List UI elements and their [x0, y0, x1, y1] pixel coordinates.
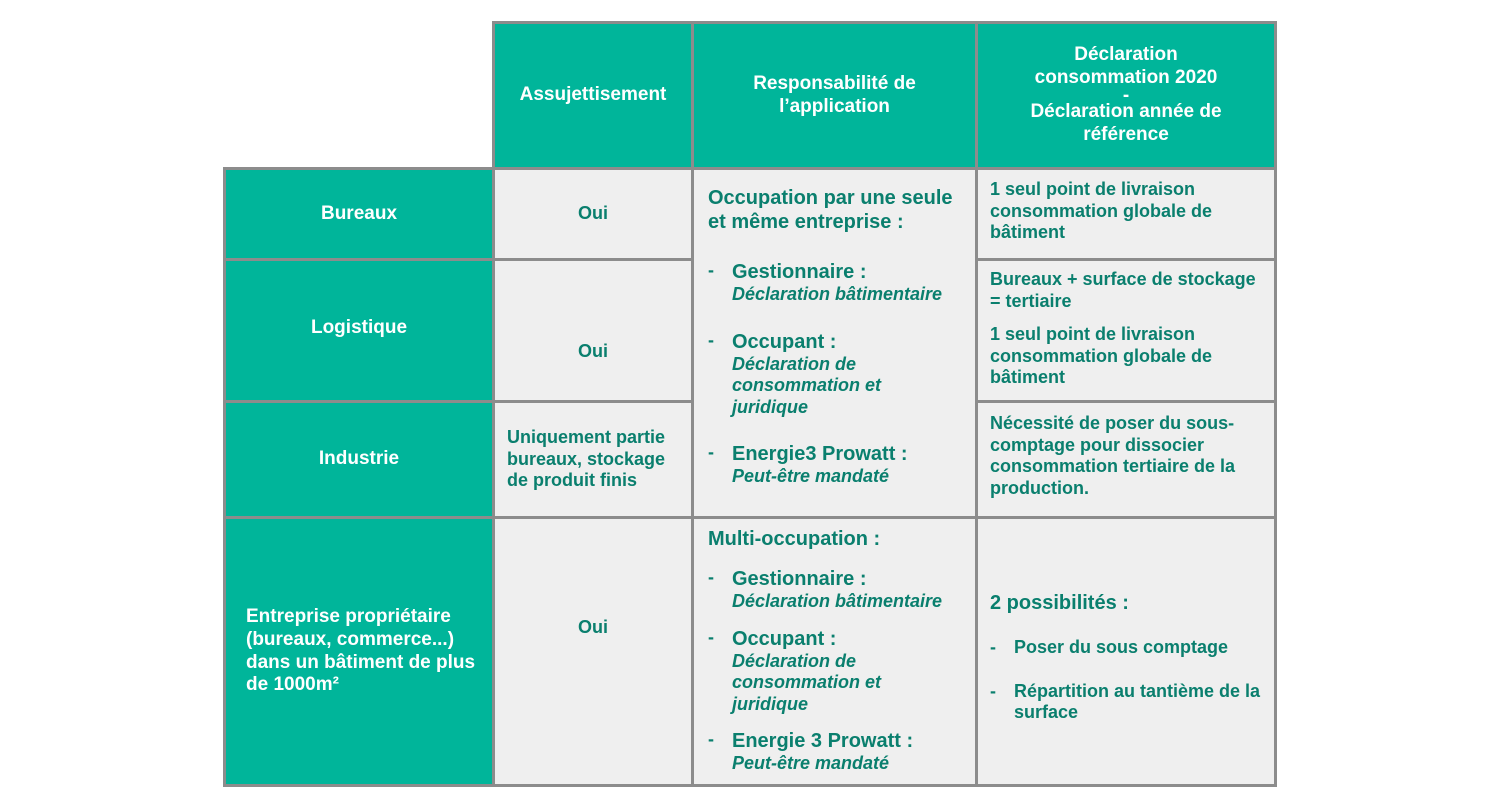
- header-label-line: Déclaration année de référence: [1030, 101, 1222, 145]
- bullet-dash: -: [708, 442, 714, 463]
- row-label: Entreprise propriétaire (bureaux, commerce...) dans un bâtiment de plus de 1000m²: [246, 605, 476, 696]
- cell-assuj-logistique: [492, 258, 694, 403]
- cell-assuj-industrie: [492, 400, 694, 519]
- bullet-dash: -: [708, 329, 714, 350]
- role-label: Occupant :: [732, 330, 837, 353]
- cell-decl-entreprise: [975, 516, 1277, 787]
- bullet-dash: -: [708, 260, 714, 280]
- decl-title: 2 possibilités :: [990, 592, 1129, 614]
- cell-value: Oui: [578, 341, 608, 361]
- row-header-logistique: [223, 258, 495, 403]
- header-label: Assujettisement: [519, 84, 667, 106]
- bullet-dash: -: [990, 680, 996, 701]
- list-item-text: Poser du sous comptage: [1014, 637, 1229, 657]
- row-label: Bureaux: [320, 202, 398, 224]
- header-label-line: Déclaration: [1074, 44, 1178, 66]
- cell-value: 1 seul point de livraison consommation globale de bâtiment: [990, 179, 1213, 243]
- list-item: [990, 637, 1262, 659]
- header-responsabilite: [691, 21, 978, 170]
- responsabilite-title: Occupation par une seule et même entreprise :: [708, 187, 953, 233]
- bullet-dash: -: [708, 626, 714, 647]
- responsabilite-title: Multi-occupation :: [708, 528, 881, 550]
- cell-assuj-bureaux: [492, 167, 694, 261]
- role-label: Energie 3 Prowatt :: [732, 730, 914, 753]
- bullet-dash: -: [708, 729, 714, 750]
- bullet-dash: -: [708, 567, 714, 587]
- cell-value: Oui: [578, 617, 608, 637]
- header-declaration: [975, 21, 1277, 170]
- row-label: Industrie: [318, 448, 400, 470]
- role-desc: Déclaration de consommation et juridique: [732, 650, 882, 714]
- role-desc: Peut-être mandaté: [732, 466, 890, 487]
- list-item: [708, 260, 963, 306]
- cell-value: Oui: [578, 203, 608, 224]
- role-desc: Déclaration de consommation et juridique: [732, 353, 882, 417]
- list-item: [708, 330, 963, 419]
- cell-decl-bureaux: [975, 167, 1277, 261]
- list-item-text: Répartition au tantième de la surface: [1014, 680, 1261, 723]
- role-desc: Déclaration bâtimentaire: [732, 284, 943, 304]
- role-label: Occupant :: [732, 627, 837, 650]
- list-item: [990, 681, 1262, 724]
- cell-assuj-entreprise: [492, 516, 694, 787]
- header-separator: -: [1122, 84, 1130, 106]
- cell-value: 1 seul point de livraison consommation globale de bâtiment: [990, 324, 1213, 388]
- role-desc: Déclaration bâtimentaire: [732, 591, 943, 611]
- cell-responsabilite-multi: [691, 516, 978, 787]
- role-desc: Peut-être mandaté: [732, 753, 890, 774]
- list-item: [708, 627, 963, 716]
- cell-value: Uniquement partie bureaux, stockage de produit finis: [507, 427, 666, 491]
- list-item: [708, 442, 963, 488]
- role-label: Gestionnaire :: [732, 261, 867, 283]
- cell-value: Nécessité de poser du sous-comptage pour dissocier consommation tertiaire de la production.: [990, 413, 1236, 498]
- role-label: Energie3 Prowatt :: [732, 443, 908, 466]
- role-label: Gestionnaire :: [732, 568, 867, 590]
- cell-value: Bureaux + surface de stockage = tertiaire: [990, 269, 1256, 311]
- list-item: [708, 729, 963, 775]
- row-header-industrie: [223, 400, 495, 519]
- cell-decl-logistique: [975, 258, 1277, 403]
- cell-responsabilite-single: [691, 167, 978, 519]
- row-header-entreprise: [223, 516, 495, 787]
- header-label: Responsabilité de l’application: [753, 72, 916, 117]
- cell-decl-industrie: [975, 400, 1277, 519]
- list-item: [708, 567, 963, 613]
- header-assujettisement: [492, 21, 694, 170]
- row-label: Logistique: [310, 317, 408, 338]
- row-header-bureaux: [223, 167, 495, 261]
- bullet-dash: -: [990, 637, 996, 657]
- header-label-line: consommation 2020: [1034, 67, 1218, 88]
